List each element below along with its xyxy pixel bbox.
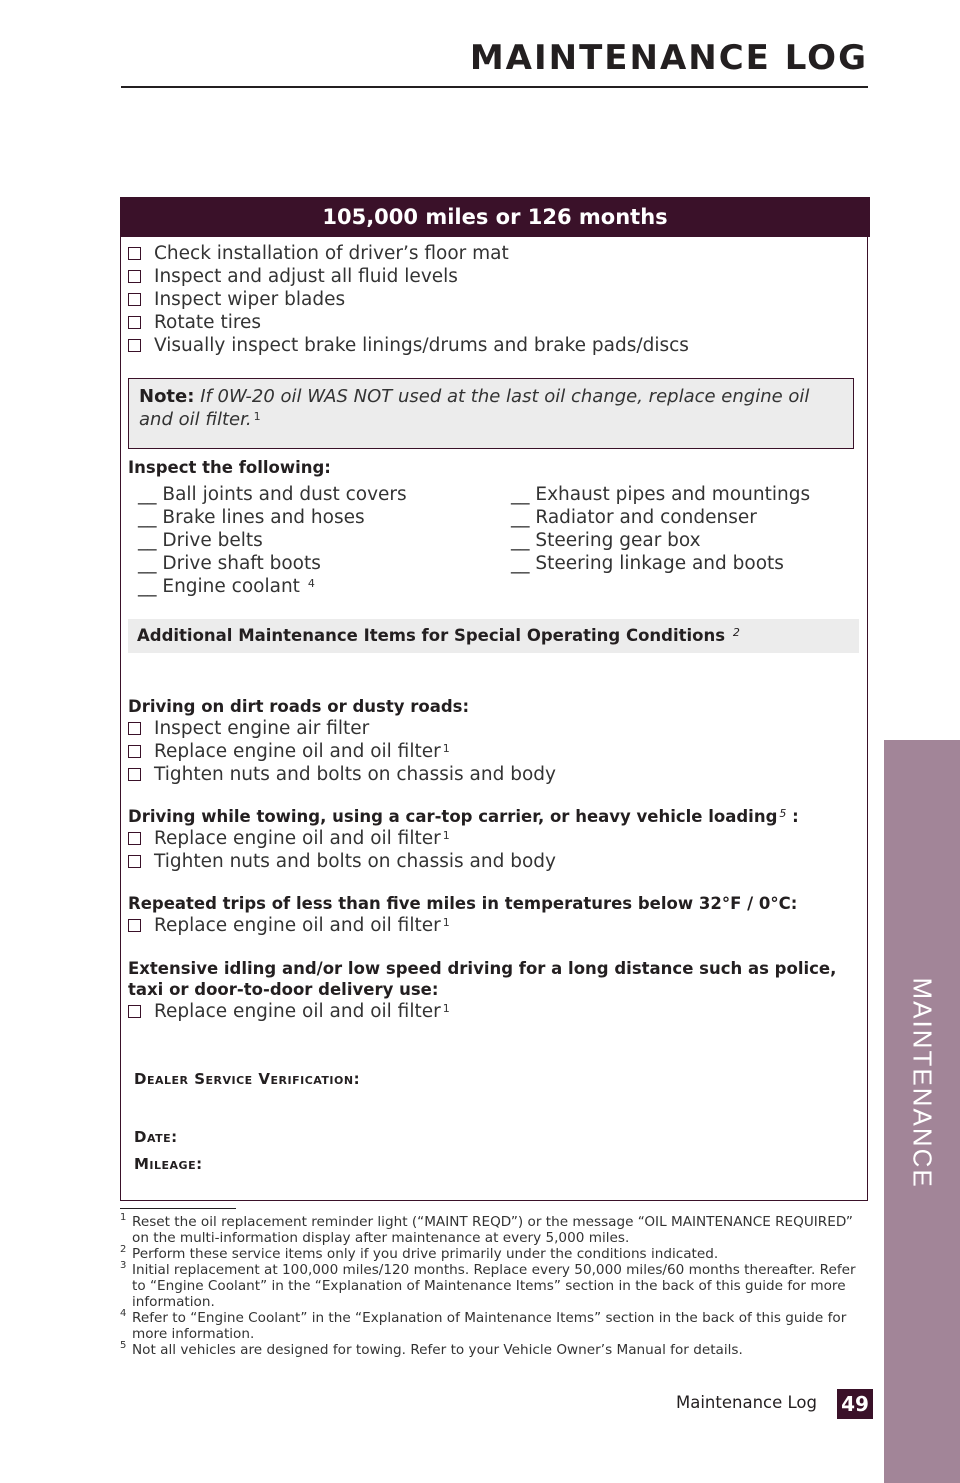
inspect-item: __ Drive belts: [138, 530, 263, 551]
inspect-item: __ Ball joints and dust covers: [138, 484, 407, 505]
inspect-item: __ Drive shaft boots: [138, 553, 321, 574]
checklist-item: Inspect wiper blades: [128, 288, 689, 311]
footer-label: Maintenance Log: [676, 1393, 817, 1412]
condition-heading: Repeated trips of less than five miles in temperatures below 32°F / 0°C:: [128, 894, 798, 913]
footnotes: [120, 1214, 870, 1358]
checklist-item: Replace engine oil and oil filter $^1$: [128, 914, 450, 937]
checkbox[interactable]: [128, 1005, 141, 1018]
checkbox[interactable]: [128, 293, 141, 306]
checkbox[interactable]: [128, 855, 141, 868]
footnote: 3 Initial replacement at 100,000 miles/120 months. Replace every 50,000 miles/60 months thereafter. Refer to “Engine Coolant” in the “Explanation of Maintenance Items” section in the back of this guide for more information.: [120, 1260, 856, 1310]
inspect-item: __ Brake lines and hoses: [138, 507, 365, 528]
condition-checklist: [128, 1000, 450, 1023]
checklist-item: Replace engine oil and oil filter $^1$: [128, 740, 556, 763]
checkbox[interactable]: [128, 339, 141, 352]
checklist-item: Replace engine oil and oil filter $^1$: [128, 827, 556, 850]
checklist-item: Inspect engine air filter: [128, 717, 556, 740]
inspect-item: __ Steering linkage and boots: [511, 553, 784, 574]
title-rule: [121, 86, 868, 88]
note-label: Note:: [139, 386, 195, 407]
checkbox[interactable]: [128, 316, 141, 329]
page-title: MAINTENANCE LOG: [469, 38, 868, 78]
checkbox[interactable]: [128, 247, 141, 260]
condition-heading: Driving on dirt roads or dusty roads:: [128, 697, 470, 716]
checklist-item: Replace engine oil and oil filter $^1$: [128, 1000, 450, 1023]
inspect-column-left: [138, 483, 407, 598]
dealer-verification-label: Dealer Service Verification:: [134, 1070, 361, 1088]
inspect-item: __ Steering gear box: [511, 530, 701, 551]
checklist-item: Rotate tires: [128, 311, 689, 334]
footnote: 4 Refer to “Engine Coolant” in the “Explanation of Maintenance Items” section in the back of this guide for more information.: [120, 1308, 847, 1342]
checklist-item: Tighten nuts and bolts on chassis and body: [128, 850, 556, 873]
note-text: If 0W-20 oil WAS NOT used at the last oil change, replace engine oil and oil filter.: [139, 386, 810, 430]
checklist-item: Visually inspect brake linings/drums and brake pads/discs: [128, 334, 689, 357]
inspect-item: __ Engine coolant $^4$: [138, 576, 315, 597]
service-checklist: [128, 242, 689, 357]
checkbox[interactable]: [128, 270, 141, 283]
mileage-label: Mileage:: [134, 1155, 203, 1173]
page-number: 49: [837, 1389, 873, 1419]
condition-heading: Extensive idling and/or low speed driving for a long distance such as police, taxi or door-to-door delivery use:: [128, 959, 837, 999]
footnote: 1 Reset the oil replacement reminder light (“MAINT REQD”) or the message “OIL MAINTENANCE REQUIRED” on the multi-information display after maintenance at every 5,000 miles.: [120, 1212, 853, 1246]
footnote-rule: [120, 1208, 236, 1209]
footnote: 5 Not all vehicles are designed for towing. Refer to your Vehicle Owner’s Manual for details.: [120, 1340, 743, 1358]
checklist-item: Check installation of driver’s floor mat: [128, 242, 689, 265]
checkbox[interactable]: [128, 745, 141, 758]
checkbox[interactable]: [128, 919, 141, 932]
footnote: 2 Perform these service items only if you drive primarily under the conditions indicated.: [120, 1244, 719, 1262]
inspect-item: __ Radiator and condenser: [511, 507, 757, 528]
inspect-column-right: [511, 483, 810, 575]
interval-header: 105,000 miles or 126 months: [120, 197, 870, 237]
condition-checklist: [128, 827, 556, 873]
checklist-item: Inspect and adjust all fluid levels: [128, 265, 689, 288]
checkbox[interactable]: [128, 768, 141, 781]
date-label: Date:: [134, 1128, 178, 1146]
inspect-item: __ Exhaust pipes and mountings: [511, 484, 811, 505]
side-tab-label: [907, 978, 938, 1062]
additional-heading: Additional Maintenance Items for Special Operating Conditions $^2$: [128, 619, 859, 653]
checkbox[interactable]: [128, 722, 141, 735]
condition-checklist: [128, 717, 556, 786]
checklist-item: Tighten nuts and bolts on chassis and body: [128, 763, 556, 786]
note-box: Note: If 0W-20 oil WAS NOT used at the last oil change, replace engine oil and oil filter. $^1$: [128, 378, 854, 449]
condition-checklist: [128, 914, 450, 937]
checkbox[interactable]: [128, 832, 141, 845]
inspect-heading: Inspect the following:: [128, 458, 331, 477]
condition-heading: Driving while towing, using a car-top carrier, or heavy vehicle loading $^5$ :: [128, 807, 799, 826]
